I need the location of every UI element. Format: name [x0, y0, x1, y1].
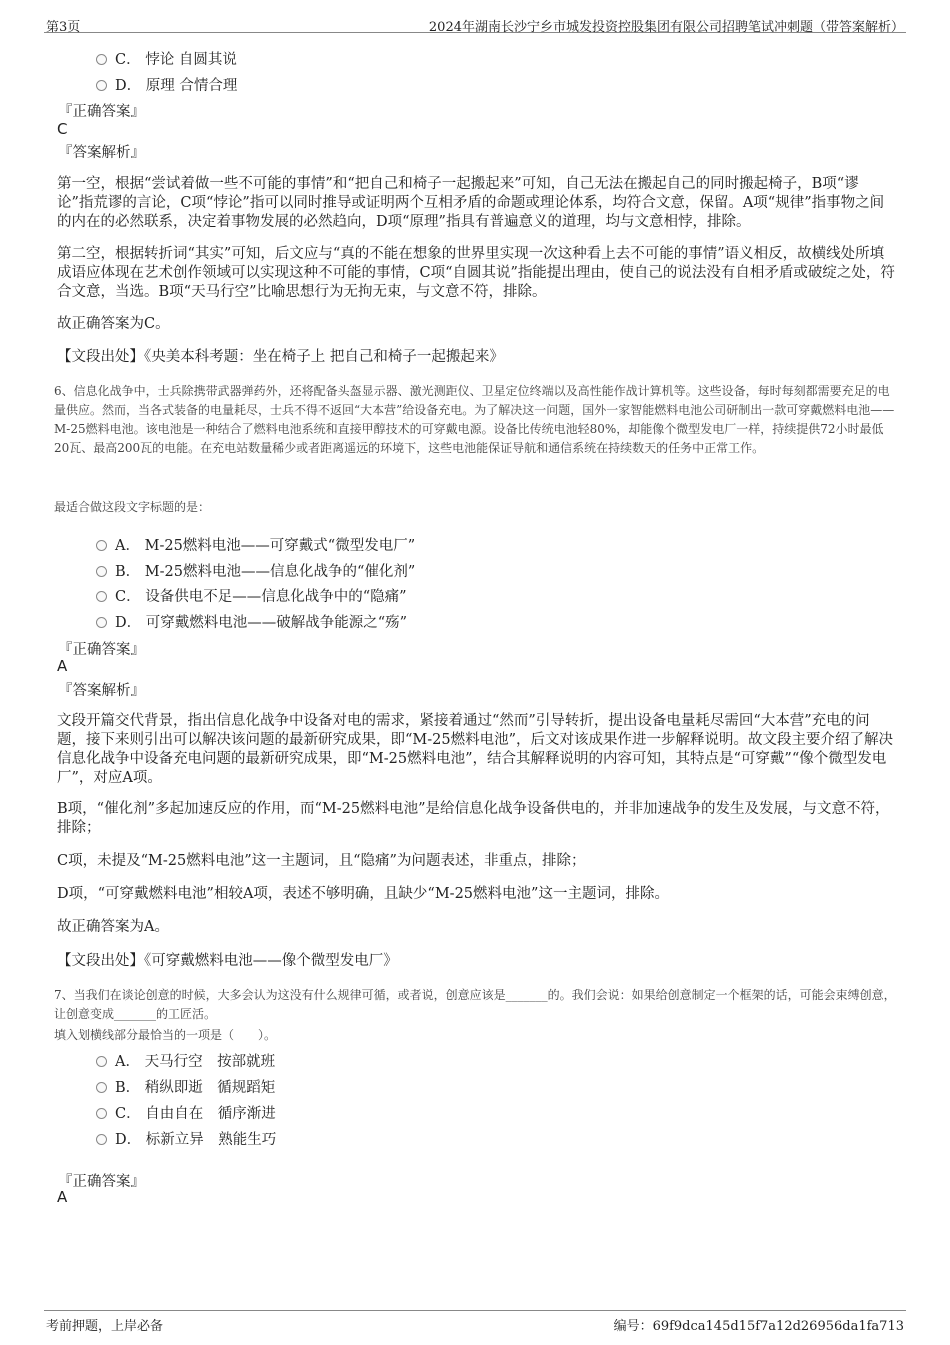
- analysis-paragraph: 第一空，根据“尝试着做一些不可能的事情”和“把自己和椅子一起搬起来”可知，自己无法在搬起自己的同时搬起椅子，B项“谬论”指荒谬的言论，C项“悖论”指可以同时推导或证明两个互相矛盾的命题或理论体系，均符合文意，保留。A项“规律”指事物之间的内在的必然联系，决定着事物发展的必然趋向，D项“原理”指具有普遍意义的道理，均与文意相悖，排除。: [57, 176, 885, 230]
- option-b[interactable]: B． M-25燃料电池——信息化战争的“催化剂”: [96, 560, 415, 581]
- option-a[interactable]: A． M-25燃料电池——可穿戴式“微型发电厂”: [96, 534, 415, 555]
- question-stem: 6、信息化战争中，士兵除携带武器弹药外，还将配备头盔显示器、激光测距仪、卫星定位终端以及高性能作战计算机等。这些设备，每时每刻都需要充足的电量供应。然而，当各式装备的电量耗尽，士兵不得不返回“大本营”给设备充电。为了解决这一问题，国外一家智能燃料电池公司研制出一款可穿戴燃料电池——M-25燃料电池。该电池是一种结合了燃料电池系统和直接甲醇技术的可穿戴电源。设备比传统电池轻80%，却能像个微型发电厂一样，持续提供72小时最低20瓦、最高200瓦的电能。在充电站数量稀少或者距离遥远的环境下，这些电池能保证导航和通信系统在持续数天的任务中正常工作。: [54, 384, 895, 455]
- option-c[interactable]: C． 设备供电不足——信息化战争中的“隐痛”: [96, 585, 407, 606]
- radio-icon[interactable]: [96, 1108, 107, 1119]
- analysis-paragraph: 第二空，根据转折词“其实”可知，后文应与“真的不能在想象的世界里实现一次这种看上去不可能的事情”语义相反，故横线处所填成语应体现在艺术创作领域可以实现这种不可能的事情，C项“自圆其说”指能提出理由，使自己的说法没有自相矛盾或破绽之处，符合文意，当选。B项“天马行空”比喻思想行为无拘无束，与文意不符，排除。: [57, 246, 895, 300]
- analysis-paragraph: C项，未提及“M-25燃料电池”这一主题词，且“隐痛”为问题表述，非重点，排除；: [57, 853, 586, 869]
- radio-icon[interactable]: [96, 617, 107, 628]
- option-d[interactable]: D． 可穿戴燃料电池——破解战争能源之“殇”: [96, 611, 407, 632]
- radio-icon[interactable]: [96, 80, 107, 91]
- answer-label: 『正确答案』: [58, 104, 145, 120]
- answer-value: A: [57, 657, 68, 675]
- document-serial: 编号：69f9dca145d15f7a12d26956da1fa713: [613, 1319, 904, 1334]
- source-citation: 【文段出处】《可穿戴燃料电池——像个微型发电厂》: [57, 953, 398, 969]
- radio-icon[interactable]: [96, 566, 107, 577]
- answer-value: C: [57, 120, 68, 138]
- analysis-conclusion: 故正确答案为A。: [57, 919, 169, 935]
- analysis-conclusion: 故正确答案为C。: [57, 316, 170, 332]
- question-stem: 7、当我们在谈论创意的时候，大多会认为这没有什么规律可循，或者说，创意应该是_______的。我们会说：如果给创意制定一个框架的话，可能会束缚创意，让创意变成_______的工匠活。: [54, 988, 896, 1021]
- option-a[interactable]: A． 天马行空 按部就班: [96, 1050, 275, 1071]
- question-prompt: 填入划横线部分最恰当的一项是（ ）。: [54, 1028, 277, 1042]
- analysis-label: 『答案解析』: [58, 145, 145, 161]
- option-b[interactable]: B． 稍纵即逝 循规蹈矩: [96, 1076, 275, 1097]
- question-prompt: 最适合做这段文字标题的是：: [54, 500, 211, 514]
- analysis-paragraph: D项，“可穿戴燃料电池”相较A项，表述不够明确，且缺少“M-25燃料电池”这一主题词，排除。: [57, 886, 669, 902]
- option-d[interactable]: D． 标新立异 熟能生巧: [96, 1128, 276, 1149]
- option-d[interactable]: D． 原理 合情合理: [96, 74, 237, 95]
- radio-icon[interactable]: [96, 1134, 107, 1145]
- source-citation: 【文段出处】《央美本科考题：坐在椅子上 把自己和椅子一起搬起来》: [57, 349, 504, 365]
- page-footer: [44, 1310, 906, 1341]
- page-number: 第3页: [46, 20, 81, 35]
- radio-icon[interactable]: [96, 1056, 107, 1067]
- analysis-label: 『答案解析』: [58, 683, 145, 699]
- footer-slogan: 考前押题，上岸必备: [46, 1319, 164, 1334]
- radio-icon[interactable]: [96, 1082, 107, 1093]
- answer-label: 『正确答案』: [58, 642, 145, 658]
- option-c[interactable]: C． 悖论 自圆其说: [96, 48, 237, 69]
- answer-label: 『正确答案』: [58, 1174, 145, 1190]
- radio-icon[interactable]: [96, 540, 107, 551]
- analysis-paragraph: 文段开篇交代背景，指出信息化战争中设备对电的需求，紧接着通过“然而”引导转折，提出设备电量耗尽需回“大本营”充电的问题，接下来则引出可以解决该问题的最新研究成果，即“M-25燃料电池”，后文对该成果作进一步解释说明。故文段主要介绍了解决信息化战争中设备充电问题的最新研究成果，即“M-25燃料电池”，结合其解释说明的内容可知，其特点是“可穿戴”“像个微型发电厂”，对应A项。: [57, 713, 894, 786]
- page-header: [44, 10, 906, 33]
- analysis-paragraph: B项，“催化剂”多起加速反应的作用，而“M-25燃料电池”是给信息化战争设备供电的，并非加速战争的发生及发展，与文意不符，排除；: [57, 801, 890, 836]
- document-title: 2024年湖南长沙宁乡市城发投资控股集团有限公司招聘笔试冲刺题（带答案解析）: [428, 20, 904, 35]
- radio-icon[interactable]: [96, 54, 107, 65]
- option-c[interactable]: C． 自由自在 循序渐进: [96, 1102, 276, 1123]
- radio-icon[interactable]: [96, 591, 107, 602]
- answer-value: A: [57, 1188, 68, 1206]
